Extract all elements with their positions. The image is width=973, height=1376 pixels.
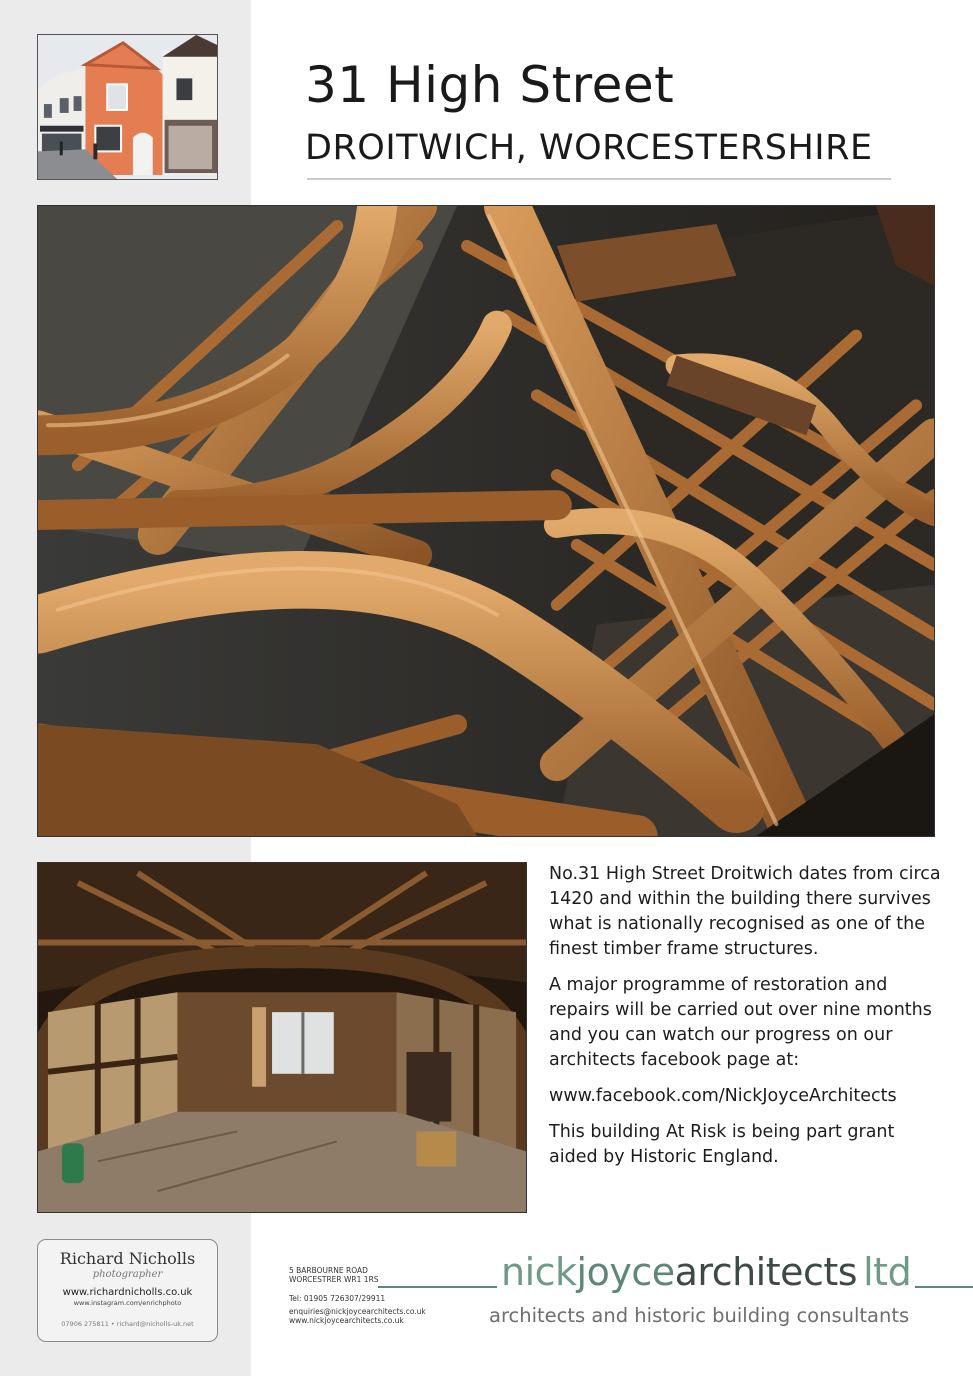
facebook-link[interactable]: www.facebook.com/NickJoyceArchitects — [549, 1086, 897, 1106]
attic-interior-photo — [37, 862, 527, 1213]
photographer-role: photographer — [92, 1269, 163, 1280]
photographer-instagram[interactable]: www.instagram.com/enrichphoto — [73, 1299, 182, 1307]
footer-address — [289, 1266, 379, 1284]
brand-part-joyce: joyce — [576, 1250, 675, 1294]
description-paragraph-3: This building At Risk is being part grant aided by Historic England. — [549, 1122, 895, 1167]
photographer-credit-card — [37, 1239, 218, 1342]
title-divider — [307, 178, 891, 180]
address-line-1: 5 BARBOURNE ROAD — [289, 1266, 368, 1275]
brand-logo — [497, 1250, 915, 1294]
description-paragraph-1: No.31 High Street Droitwich dates from circa 1420 and within the building there survives what is nationally recognised as one of the finest timber frame structures. — [549, 864, 941, 959]
description-paragraph-2: A major programme of restoration and repairs will be carried out over nine months and you can watch our progress on our architects facebook page at: — [549, 975, 932, 1070]
photographer-contact: 07906 275811 • richard@nicholls-uk.net — [61, 1320, 194, 1328]
roof-timbers-photo — [37, 205, 935, 837]
footer-web-contact — [289, 1307, 426, 1325]
page-subtitle: DROITWICH, WORCESTERSHIRE — [305, 128, 873, 168]
brand-part-ltd: ltd — [863, 1250, 912, 1294]
brand-part-architects: architects — [674, 1250, 858, 1294]
footer-website[interactable]: www.nickjoycearchitects.co.uk — [289, 1316, 404, 1325]
photographer-website[interactable]: www.richardnicholls.co.uk — [62, 1287, 193, 1298]
page-title: 31 High Street — [305, 56, 675, 114]
brand-part-nick: nick — [501, 1250, 577, 1294]
street-view-photo — [37, 34, 218, 180]
brand-tagline: architects and historic building consultants — [489, 1304, 910, 1327]
footer-email[interactable]: enquiries@nickjoycearchitects.co.uk — [289, 1307, 426, 1316]
description-text — [549, 862, 944, 1181]
footer-telephone: Tel: 01905 726307/29911 — [289, 1294, 386, 1303]
address-line-2: WORCESTRER WR1 1RS — [289, 1275, 379, 1284]
photographer-name: Richard Nicholls — [59, 1249, 196, 1268]
